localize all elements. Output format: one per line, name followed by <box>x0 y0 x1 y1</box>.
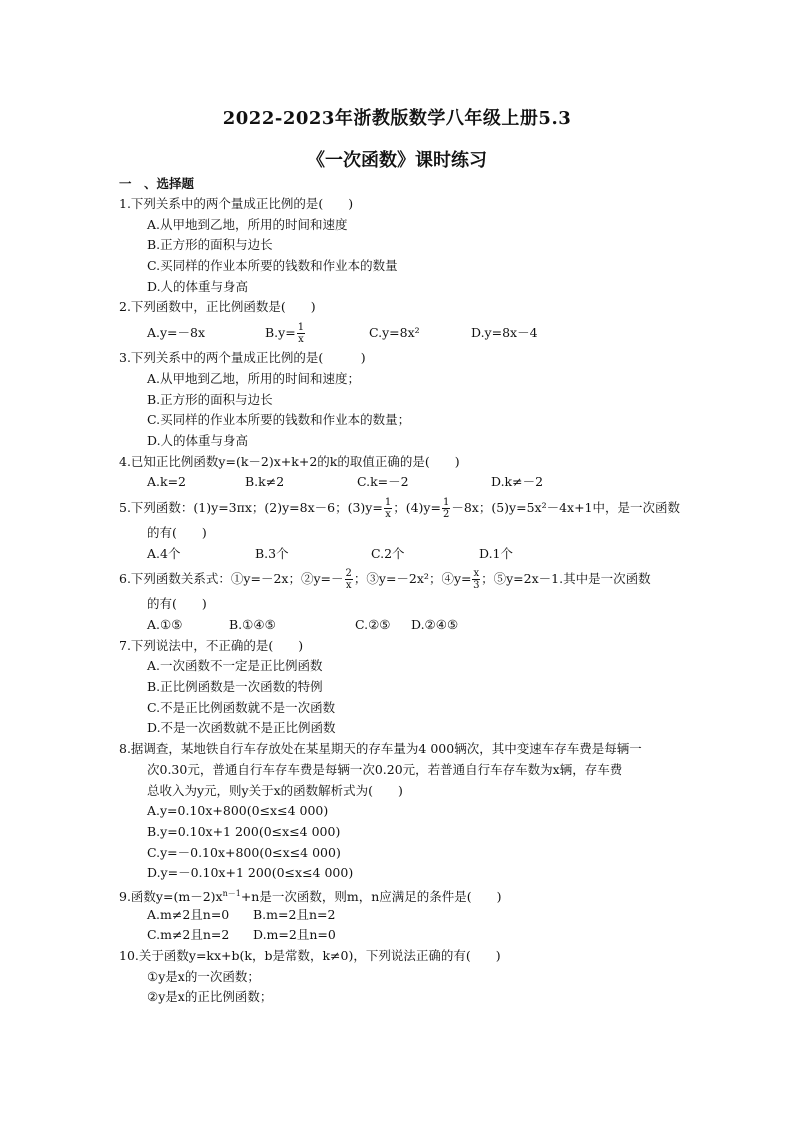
fraction: $\frac{2}{x}$ <box>345 568 352 592</box>
question-2-option-b: B.y= $\frac{1}{x}$ <box>265 322 305 346</box>
question-9-option-c: C.m≠2且n=2 <box>147 927 230 943</box>
question-9-option-a: A.m≠2且n=0 <box>147 906 230 922</box>
question-6-stem: 6.下列函数关系式：①y=－2x；②y=－ $\frac{2}{x}$ ；③y=－2x²；④y= $\frac{x}{3}$ ；⑤y=2x－1.其中是一次函数 <box>119 568 651 592</box>
question-5-option-c: C.2个 <box>371 545 405 561</box>
question-2-option-c: C.y=8x² <box>369 325 420 341</box>
question-8-stem-line-2: 次0.30元，普通自行车存车费是每辆一次0.20元，若普通自行车存车数为x辆，存车费 <box>147 761 623 777</box>
question-6-options <box>119 615 719 636</box>
question-5-option-b: B.3个 <box>255 545 289 561</box>
question-4-options <box>119 472 719 493</box>
fraction: $\frac{x}{3}$ <box>473 568 480 592</box>
question-3-stem: 3.下列关系中的两个量成正比例的是( ) <box>119 350 366 366</box>
question-2-option-d: D.y=8x－4 <box>471 325 538 341</box>
question-1-option-b: B.正方形的面积与边长 <box>147 237 273 253</box>
question-10-item-1: ①y是x的一次函数； <box>147 968 260 984</box>
question-9-stem: 9.函数$y=(m-2)x^{n-1}+n$是一次函数，则m，n应满足的条件是( ) <box>119 888 502 905</box>
question-6-option-d: D.②④⑤ <box>411 617 459 632</box>
question-2-options <box>119 318 719 348</box>
question-4-stem: 4.已知正比例函数y=(k－2)x+k+2的k的取值正确的是( ) <box>119 453 460 469</box>
document-title: 2022-2023年浙教版数学八年级上册5.3 <box>222 108 572 129</box>
question-7-option-a: A.一次函数不一定是正比例函数 <box>147 658 323 674</box>
question-8-option-b: B.y=0.10x+1 200(0≤x≤4 000) <box>147 823 341 839</box>
question-3-option-b: B.正方形的面积与边长 <box>147 391 273 407</box>
fraction: $\frac{1}{x}$ <box>384 496 392 520</box>
question-1-option-d: D.人的体重与身高 <box>147 278 249 294</box>
question-4-option-a: A.k=2 <box>147 474 187 490</box>
question-6-option-a: A.①⑤ <box>147 617 183 632</box>
question-5-stem: 5.下列函数：(1)y=3πx；(2)y=8x－6；(3)y= $\frac{1}{x}$ ；(4)y= $\frac{1}{2}$ －8x；(5)y=5x²－4x+1中，是一次函数 <box>119 496 681 520</box>
document-subtitle: 《一次函数》课时练习 <box>307 150 487 171</box>
question-2-option-a: A.y=－8x <box>147 325 206 341</box>
question-8-option-a: A.y=0.10x+800(0≤x≤4 000) <box>147 803 329 819</box>
question-3-option-d: D.人的体重与身高 <box>147 432 249 448</box>
question-5-option-a: A.4个 <box>147 545 181 561</box>
question-1-stem: 1.下列关系中的两个量成正比例的是( ) <box>119 196 354 211</box>
question-9-option-b: B.m=2且n=2 <box>253 906 336 922</box>
question-9-options-row-2 <box>119 925 719 946</box>
section-heading: 一 、选择题 <box>119 176 195 191</box>
question-8-stem: 8.据调查，某地铁自行车存放处在某星期天的存车量为4 000辆次，其中变速车存车费是每辆一 <box>119 741 642 757</box>
question-6-option-b: B.①④⑤ <box>229 617 276 632</box>
question-10-item-2: ②y是x的正比例函数； <box>147 989 273 1005</box>
question-5-options <box>119 544 719 565</box>
question-9-options-row-1 <box>119 905 719 926</box>
question-3-option-a: A.从甲地到乙地，所用的时间和速度； <box>147 370 361 386</box>
question-5-stem-continued: 的有( ) <box>147 524 207 540</box>
question-7-option-b: B.正比例函数是一次函数的特例 <box>147 679 323 695</box>
question-9-option-d: D.m=2且n=0 <box>253 927 336 943</box>
exercise-content <box>119 174 719 1008</box>
question-8-option-d: D.y=－0.10x+1 200(0≤x≤4 000) <box>147 865 354 881</box>
fraction: $\frac{1}{2}$ <box>442 496 450 520</box>
question-4-option-c: C.k=－2 <box>357 474 409 490</box>
question-7-option-d: D.不是一次函数就不是正比例函数 <box>147 720 336 736</box>
question-5-option-d: D.1个 <box>479 545 514 561</box>
question-3-option-c: C.买同样的作业本所要的钱数和作业本的数量； <box>147 412 411 428</box>
question-8-option-c: C.y=－0.10x+800(0≤x≤4 000) <box>147 844 341 860</box>
question-7-option-c: C.不是正比例函数就不是一次函数 <box>147 699 336 715</box>
question-6-stem-continued: 的有( ) <box>147 596 207 612</box>
fraction: $\frac{1}{x}$ <box>297 322 305 346</box>
question-4-option-d: D.k≠－2 <box>491 474 544 490</box>
question-2-stem: 2.下列函数中，正比例函数是( ) <box>119 299 316 315</box>
question-4-option-b: B.k≠2 <box>245 474 285 490</box>
question-10-stem: 10.关于函数y=kx+b(k，b是常数，k≠0)，下列说法正确的有( ) <box>119 948 501 963</box>
question-1-option-c: C.买同样的作业本所要的钱数和作业本的数量 <box>147 258 398 274</box>
question-6-option-c: C.②⑤ <box>355 617 391 632</box>
question-7-stem: 7.下列说法中，不正确的是( ) <box>119 637 304 653</box>
question-8-stem-line-3: 总收入为y元，则y关于x的函数解析式为( ) <box>147 782 403 798</box>
question-1-option-a: A.从甲地到乙地，所用的时间和速度 <box>147 216 348 232</box>
